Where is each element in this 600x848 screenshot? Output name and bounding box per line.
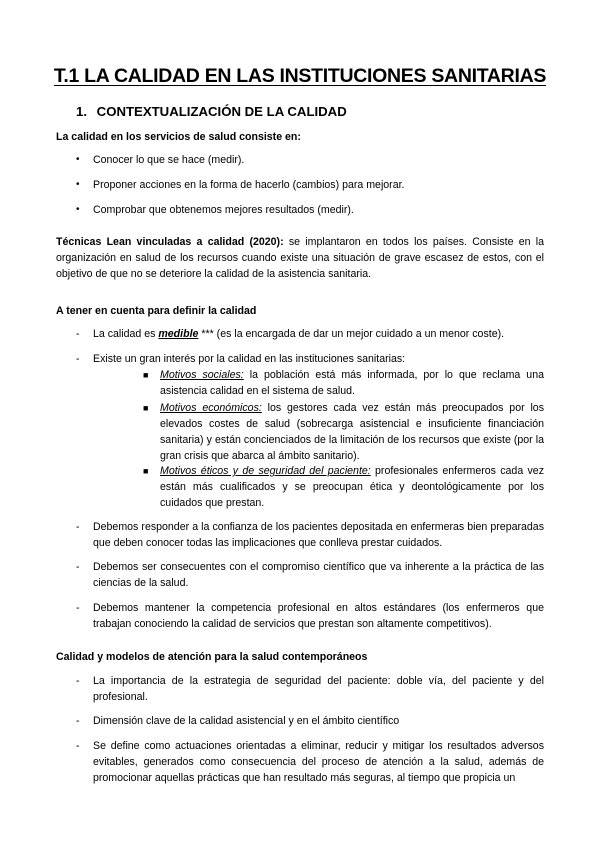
- dash-icon: -: [76, 561, 80, 573]
- lean-text: se implantaron en todos los países. Consiste en la organización en salud de los recursos cuando existe una situación de grave escasez de estos, con el objetivo de que no se deteriore la calidad de la asistencia sanitaria.: [56, 236, 544, 280]
- motive-economic-text: los gestores cada vez están más preocupados por los elevados costes de salud (sobrecarga asistencial e insuficiente financiación sanitaria) y están concienciados de la limitación de los recursos que existe (por la gran crisis que abarca al ámbito sanitario).: [160, 402, 544, 462]
- intro-bullet-1: Conocer lo que se hace (medir).: [93, 154, 245, 166]
- dash-icon: -: [76, 715, 80, 727]
- models-item-2: Dimensión clave de la calidad asistencial y en el ámbito científico: [93, 715, 400, 727]
- square-bullet-icon: ■: [143, 370, 149, 380]
- define-item-2: Existe un gran interés por la calidad en las instituciones sanitarias:: [93, 353, 406, 365]
- square-bullet-icon: ■: [143, 403, 149, 413]
- section-heading-text: CONTEXTUALIZACIÓN DE LA CALIDAD: [96, 104, 347, 119]
- bullet-icon: •: [76, 179, 80, 190]
- bullet-icon: •: [76, 154, 80, 165]
- dash-icon: -: [76, 602, 80, 614]
- models-heading: Calidad y modelos de atención para la salud contemporáneos: [56, 651, 368, 663]
- define-item-5: Debemos mantener la competencia profesional en altos estándares (los enfermeros que trabajan conociendo la calidad de servicios que prestan son altamente competitivos).: [93, 602, 544, 630]
- define-heading: A tener en cuenta para definir la calidad: [56, 305, 257, 317]
- section-number: 1.: [76, 104, 87, 119]
- bullet-icon: •: [76, 204, 80, 215]
- dash-icon: -: [76, 328, 80, 340]
- document-title: T.1 LA CALIDAD EN LAS INSTITUCIONES SANITARIAS: [53, 65, 547, 87]
- intro-bullet-3: Comprobar que obtenemos mejores resultados (medir).: [93, 204, 354, 216]
- medible-emphasis: medible: [158, 328, 199, 340]
- motive-ethical-label: Motivos éticos y de seguridad del paciente:: [160, 465, 371, 477]
- motive-social: [160, 367, 544, 399]
- section-heading: [76, 103, 347, 121]
- motive-economic: [160, 400, 544, 464]
- dash-icon: -: [76, 675, 80, 687]
- define-item-4: Debemos ser consecuentes con el compromiso científico que va inherente a la práctica de las ciencias de la salud.: [93, 561, 544, 589]
- intro-lead: La calidad en los servicios de salud consiste en:: [56, 131, 301, 143]
- motive-social-label: Motivos sociales:: [160, 369, 244, 381]
- motive-ethical-text: profesionales enfermeros cada vez están más cualificados y se preocupan ética y deontológicamente por los cuidados que prestan.: [160, 465, 544, 509]
- models-item-3: Se define como actuaciones orientadas a eliminar, reducir y mitigar los resultados adversos evitables, generados como consecuencia del proceso de atención a la salud, además de promocionar aquellas prácticas que han resultado más seguras, al tiempo que propicia un: [93, 740, 544, 784]
- dash-icon: -: [76, 521, 80, 533]
- square-bullet-icon: ■: [143, 466, 149, 476]
- models-item-1: La importancia de la estrategia de seguridad del paciente: doble vía, del paciente y del profesional.: [93, 675, 544, 703]
- define-item-1-post: *** (es la encargada de dar un mejor cuidado a un menor coste).: [198, 328, 505, 340]
- motive-ethical: [160, 463, 544, 511]
- lean-label: Técnicas Lean vinculadas a calidad (2020):: [56, 236, 284, 248]
- intro-bullet-2: Proponer acciones en la forma de hacerlo (cambios) para mejorar.: [93, 179, 405, 191]
- dash-icon: -: [76, 353, 80, 365]
- lean-paragraph: [56, 234, 544, 282]
- dash-icon: -: [76, 740, 80, 752]
- motive-social-text: la población está más informada, por lo que reclama una asistencia calidad en el sistema de salud.: [160, 369, 544, 397]
- define-item-1: [93, 326, 544, 342]
- define-item-3: Debemos responder a la confianza de los pacientes depositada en enfermeras bien preparadas que deben conocer todas las implicaciones que conlleva prestar cuidados.: [93, 521, 544, 549]
- define-item-1-pre: La calidad es: [93, 328, 159, 340]
- motive-economic-label: Motivos económicos:: [160, 402, 262, 414]
